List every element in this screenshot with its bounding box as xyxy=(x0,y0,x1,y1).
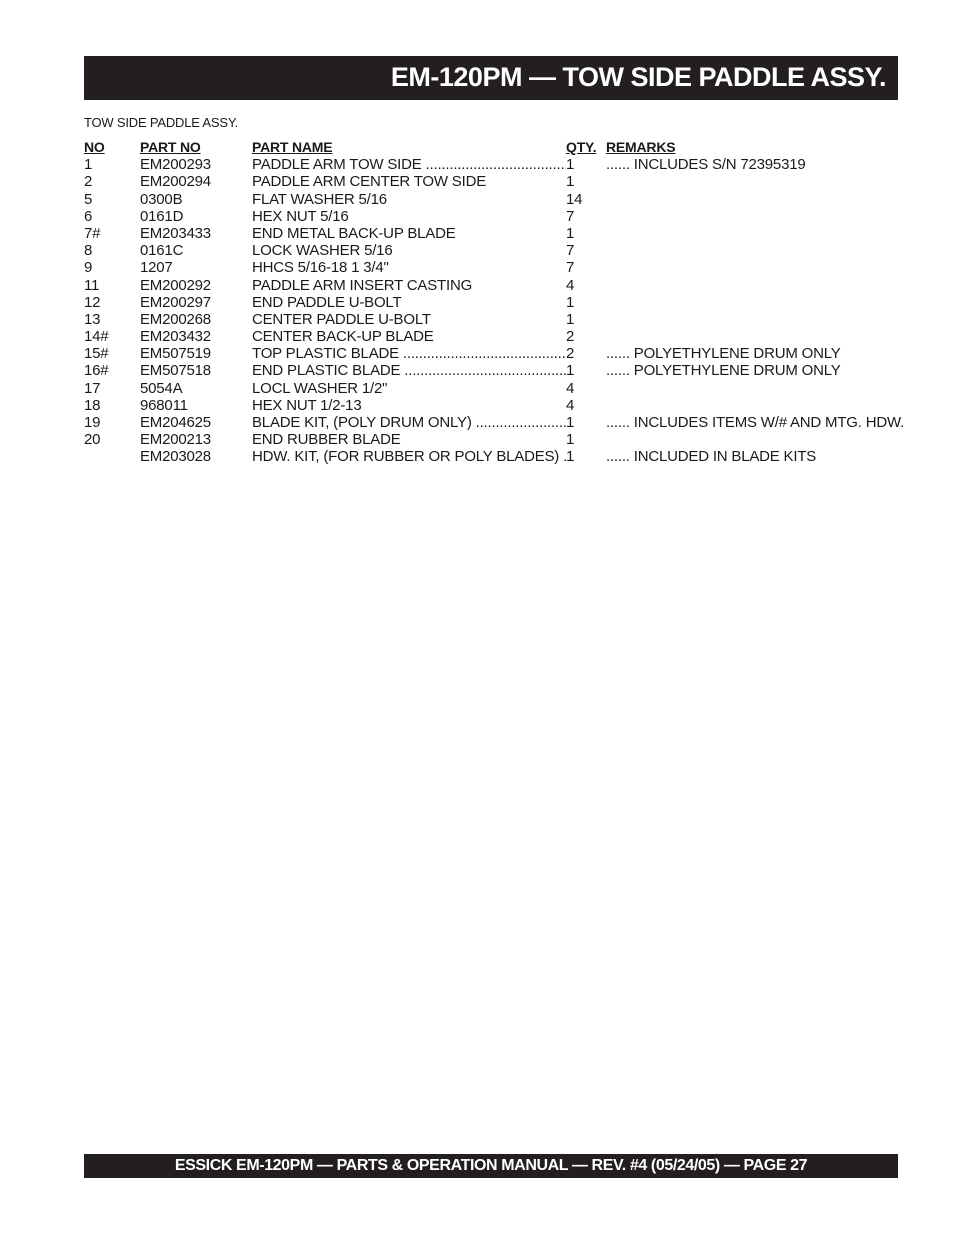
header-no: NO xyxy=(84,139,105,155)
cell-qty: 1 xyxy=(566,173,575,191)
cell-part-name: PADDLE ARM TOW SIDE ..... xyxy=(252,156,566,173)
parts-list-table xyxy=(84,139,905,466)
table-row xyxy=(84,397,884,414)
cell-part-name: LOCL WASHER 1/2" xyxy=(252,379,388,397)
table-row xyxy=(84,380,884,397)
cell-remarks: ...... INCLUDES ITEMS W/# AND MTG. HDW. xyxy=(606,414,905,431)
cell-qty: 1 xyxy=(566,431,575,449)
table-row xyxy=(84,311,884,328)
table-row xyxy=(84,191,884,208)
cell-remarks: ...... INCLUDES S/N 72395319 xyxy=(606,156,806,174)
cell-part-no: 0161D xyxy=(140,207,184,225)
cell-qty: 7 xyxy=(566,259,575,277)
cell-part-no: EM200268 xyxy=(140,310,211,328)
cell-part-no: 0300B xyxy=(140,190,183,208)
cell-part-no: EM200292 xyxy=(140,276,211,294)
cell-part-no: EM200293 xyxy=(140,156,211,174)
cell-part-no: 5054A xyxy=(140,379,183,397)
cell-part-no: 968011 xyxy=(140,396,188,414)
table-row xyxy=(84,242,884,259)
cell-part-name: HDW. KIT, (FOR RUBBER OR POLY BLADES) ..... xyxy=(252,448,566,465)
cell-part-no: 1207 xyxy=(140,259,173,277)
cell-remarks: ...... INCLUDED IN BLADE KITS xyxy=(606,448,817,466)
cell-no: 8 xyxy=(84,242,93,260)
table-row xyxy=(84,208,884,225)
cell-part-name: END PADDLE U-BOLT xyxy=(252,293,402,311)
cell-qty: 1 xyxy=(566,310,575,328)
cell-part-no: EM200297 xyxy=(140,293,211,311)
cell-no: 7# xyxy=(84,224,101,242)
cell-qty: 2 xyxy=(566,328,575,346)
cell-no: 16# xyxy=(84,362,109,380)
table-row xyxy=(84,345,884,362)
table-body xyxy=(84,156,905,466)
cell-qty: 1 xyxy=(566,293,575,311)
cell-qty: 7 xyxy=(566,207,575,225)
table-row xyxy=(84,277,884,294)
cell-qty: 2 xyxy=(566,345,575,363)
header-qty: QTY. xyxy=(566,139,597,155)
cell-qty: 4 xyxy=(566,276,575,294)
table-header-row xyxy=(84,139,884,156)
table-row xyxy=(84,362,884,379)
cell-part-name: TOP PLASTIC BLADE ..... xyxy=(252,345,566,362)
cell-qty: 1 xyxy=(566,414,575,431)
section-label: TOW SIDE PADDLE ASSY. xyxy=(84,115,239,130)
table-row xyxy=(84,294,884,311)
cell-part-no: EM200213 xyxy=(140,431,211,449)
cell-qty: 4 xyxy=(566,396,575,414)
cell-no: 14# xyxy=(84,328,109,346)
cell-no: 5 xyxy=(84,190,93,208)
cell-qty: 4 xyxy=(566,379,575,397)
cell-part-name: HHCS 5/16-18 1 3/4" xyxy=(252,259,389,277)
cell-no: 9 xyxy=(84,259,93,277)
cell-no: 1 xyxy=(84,156,93,174)
cell-no: 18 xyxy=(84,396,101,414)
header-part-no: PART NO xyxy=(140,139,201,155)
cell-part-name: PADDLE ARM INSERT CASTING xyxy=(252,276,473,294)
footer-text: ESSICK EM-120PM — PARTS & OPERATION MANUAL — REV. #4 (05/24/05) — PAGE 27 xyxy=(174,1157,808,1174)
table-row xyxy=(84,173,884,190)
cell-qty: 7 xyxy=(566,242,575,260)
cell-part-name: LOCK WASHER 5/16 xyxy=(252,242,393,260)
table-row xyxy=(84,259,884,276)
cell-qty: 1 xyxy=(566,156,575,174)
cell-no: 20 xyxy=(84,431,101,449)
cell-qty: 1 xyxy=(566,448,575,466)
cell-no: 17 xyxy=(84,379,101,397)
cell-part-no: EM200294 xyxy=(140,173,211,191)
cell-qty: 14 xyxy=(566,190,583,208)
cell-no: 6 xyxy=(84,207,93,225)
header-remarks: REMARKS xyxy=(606,139,676,155)
cell-part-name: BLADE KIT, (POLY DRUM ONLY) ..... xyxy=(252,414,566,431)
cell-part-no: EM203432 xyxy=(140,328,211,346)
cell-no: 2 xyxy=(84,173,93,191)
cell-no: 12 xyxy=(84,293,101,311)
cell-part-name: CENTER PADDLE U-BOLT xyxy=(252,310,431,328)
cell-remarks: ...... POLYETHYLENE DRUM ONLY xyxy=(606,362,841,380)
table-row xyxy=(84,225,884,242)
cell-part-no: EM203433 xyxy=(140,224,211,242)
cell-part-name: HEX NUT 1/2-13 xyxy=(252,396,362,414)
table-row xyxy=(84,414,905,431)
table-row xyxy=(84,156,884,173)
cell-no: 13 xyxy=(84,310,101,328)
cell-part-no: EM203028 xyxy=(140,448,211,466)
cell-part-name: PADDLE ARM CENTER TOW SIDE xyxy=(252,173,487,191)
cell-no: 19 xyxy=(84,414,101,431)
page-footer-bar xyxy=(84,1154,898,1178)
cell-part-no: EM507519 xyxy=(140,345,211,363)
cell-part-no: EM204625 xyxy=(140,414,211,431)
cell-qty: 1 xyxy=(566,362,575,380)
cell-no: 15# xyxy=(84,345,109,363)
cell-part-name: FLAT WASHER 5/16 xyxy=(252,190,387,208)
page-title: EM-120PM — TOW SIDE PADDLE ASSY. xyxy=(390,62,886,92)
table-row xyxy=(84,431,884,448)
table-row xyxy=(84,448,884,465)
cell-part-name: END RUBBER BLADE xyxy=(252,431,401,449)
page-header-bar xyxy=(84,56,898,100)
cell-no: 11 xyxy=(84,276,100,294)
table-row xyxy=(84,328,884,345)
header-part-name: PART NAME xyxy=(252,139,333,155)
cell-part-name: HEX NUT 5/16 xyxy=(252,207,349,225)
cell-part-no: 0161C xyxy=(140,242,184,260)
cell-part-name: END METAL BACK-UP BLADE xyxy=(252,224,456,242)
cell-qty: 1 xyxy=(566,224,575,242)
cell-remarks: ...... POLYETHYLENE DRUM ONLY xyxy=(606,345,841,363)
cell-part-no: EM507518 xyxy=(140,362,211,380)
cell-part-name: CENTER BACK-UP BLADE xyxy=(252,328,434,346)
cell-part-name: END PLASTIC BLADE ..... xyxy=(252,362,566,379)
